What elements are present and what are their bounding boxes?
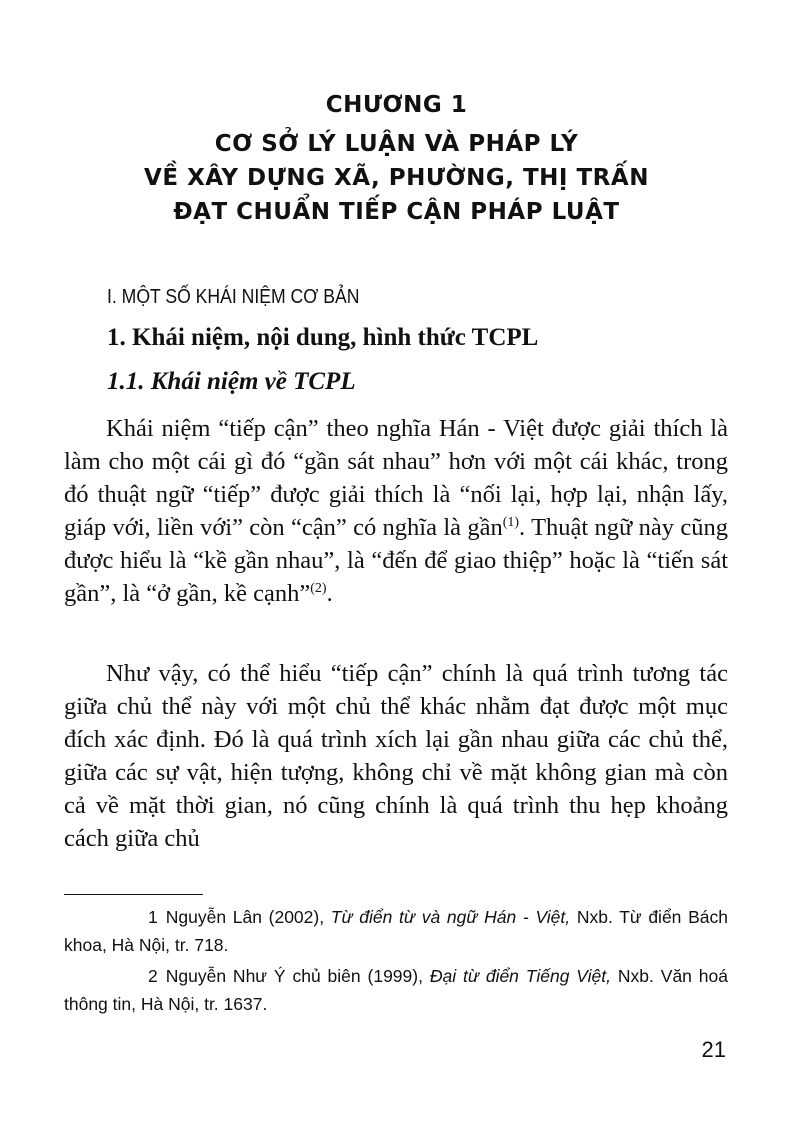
footnote-1-title: Từ điển từ và ngữ Hán - Việt, <box>330 907 571 927</box>
chapter-title-line-3: ĐẠT CHUẨN TIẾP CẬN PHÁP LUẬT <box>173 199 620 225</box>
footnote-1-publisher: Nxb. Từ điển Bách khoa, Hà Nội, tr. 718. <box>64 907 728 955</box>
chapter-title-line-1: CƠ SỞ LÝ LUẬN VÀ PHÁP LÝ <box>214 131 579 157</box>
footnote-1-author: Nguyễn Lân (2002), <box>165 907 325 927</box>
paragraph-1-text-c: . <box>326 580 333 607</box>
paragraph-1-text-b: . Thuật ngữ này cũng được hiểu là “kề gần nhau”, là “đến để giao thiệp” hoặc là “tiến sát gần”, là “ở gần, kề cạnh” <box>64 514 728 607</box>
subheading-concepts: 1. Khái niệm, nội dung, hình thức TCPL <box>107 324 539 351</box>
footnote-2-title: Đại từ điển Tiếng Việt, <box>429 966 612 986</box>
body-paragraph-2: Như vậy, có thể hiểu “tiếp cận” chính là quá trình tương tác giữa chủ thể này với một chủ thể khác nhằm đạt được một mục đích xác định. Đó là quá trình xích lại gần nhau giữa các chủ thể, giữa các sự vật, hiện tượng, không chỉ về mặt không gian mà còn cả về mặt thời gian, nó cũng chính là quá trình thu hẹp khoảng cách giữa chủ <box>64 660 728 852</box>
footnote-2 <box>64 962 728 1018</box>
footnote-1-number: 1 <box>148 907 158 927</box>
footnote-ref-1: (1) <box>502 514 520 530</box>
chapter-title <box>0 88 793 229</box>
footnote-1 <box>64 903 728 959</box>
section-heading: I. MỘT SỐ KHÁI NIỆM CƠ BẢN <box>107 286 360 308</box>
footnote-2-number: 2 <box>148 966 158 986</box>
page-number: 21 <box>701 1037 726 1062</box>
chapter-title-line-2: VỀ XÂY DỰNG XÃ, PHƯỜNG, THỊ TRẤN <box>144 165 649 191</box>
footnote-ref-2: (2) <box>310 580 327 596</box>
subheading-tcpl-concept: 1.1. Khái niệm về TCPL <box>107 368 356 395</box>
body-paragraph-1 <box>64 412 728 610</box>
chapter-label: CHƯƠNG 1 <box>325 92 468 118</box>
paragraph-1-text-a: Khái niệm “tiếp cận” theo nghĩa Hán - Việt được giải thích là làm cho một cái gì đó “gần sát nhau” hơn với một cái khác, trong đó thuật ngữ “tiếp” được giải thích là “nối lại, hợp lại, nhận lấy, giáp với, liền với” còn “cận” có nghĩa là gần <box>64 415 728 541</box>
footnotes <box>64 903 728 1021</box>
footnote-2-publisher: Nxb. Văn hoá thông tin, Hà Nội, tr. 1637. <box>64 966 728 1014</box>
footnote-2-author: Nguyễn Như Ý chủ biên (1999), <box>165 966 423 986</box>
footnote-divider <box>64 894 203 895</box>
